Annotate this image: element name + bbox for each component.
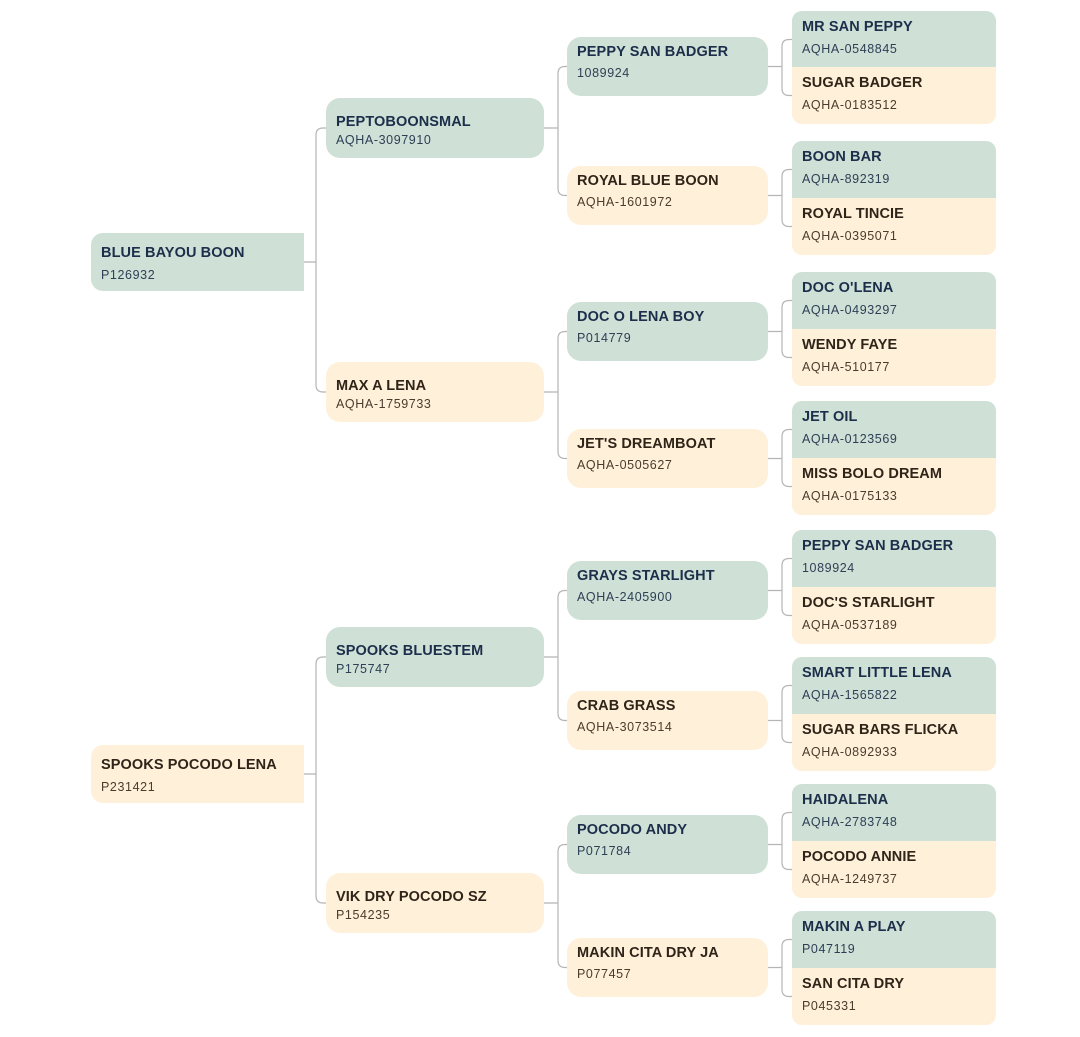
horse-name: JET OIL: [802, 409, 858, 425]
horse-name: SMART LITTLE LENA: [802, 665, 952, 681]
horse-registration: 1089924: [802, 561, 855, 575]
horse-registration: P126932: [101, 268, 156, 282]
horse-registration: AQHA-0123569: [802, 432, 898, 446]
horse-registration: AQHA-3097910: [336, 133, 432, 147]
horse-registration: AQHA-3073514: [577, 720, 673, 734]
horse-name: BOON BAR: [802, 149, 882, 165]
horse-name: SAN CITA DRY: [802, 976, 905, 992]
horse-name: DOC O'LENA: [802, 280, 894, 296]
horse-name: GRAYS STARLIGHT: [577, 568, 715, 584]
g4-horse-12-dam: [792, 714, 996, 771]
horse-registration: P045331: [802, 999, 857, 1013]
g4-horse-3-sire: [792, 141, 996, 198]
horse-registration: AQHA-0183512: [802, 98, 898, 112]
horse-name: CRAB GRASS: [577, 698, 676, 714]
g3-horse-2-dam: [567, 166, 768, 225]
horse-registration: P047119: [802, 942, 856, 956]
g2-horse-3-sire: [326, 627, 544, 687]
g3-horse-6-dam: [567, 691, 768, 750]
g4-horse-11-sire: [792, 657, 996, 714]
g4-horse-1-sire: [792, 11, 996, 68]
horse-name: POCODO ANDY: [577, 822, 688, 838]
g2-horse-4-dam: [326, 873, 544, 933]
horse-registration: AQHA-1601972: [577, 195, 673, 209]
horse-registration: P231421: [101, 780, 156, 794]
horse-registration: AQHA-0537189: [802, 618, 898, 632]
root-horse-1-sire: [91, 233, 304, 291]
horse-name: PEPPY SAN BADGER: [802, 538, 954, 554]
g4-horse-15-sire: [792, 911, 996, 968]
g2-horse-2-dam: [326, 362, 544, 422]
horse-registration: AQHA-0892933: [802, 745, 898, 759]
horse-registration: AQHA-0505627: [577, 458, 673, 472]
horse-name: SUGAR BADGER: [802, 75, 923, 91]
horse-registration: AQHA-2783748: [802, 815, 898, 829]
g3-horse-7-sire: [567, 815, 768, 874]
horse-registration: AQHA-1249737: [802, 872, 898, 886]
horse-registration: P175747: [336, 662, 391, 676]
horse-name: MAKIN A PLAY: [802, 919, 906, 935]
g4-horse-6-dam: [792, 329, 996, 386]
g4-horse-16-dam: [792, 968, 996, 1025]
horse-registration: 1089924: [577, 66, 630, 80]
g4-horse-4-dam: [792, 198, 996, 255]
horse-name: DOC O LENA BOY: [577, 309, 705, 325]
g4-horse-2-dam: [792, 67, 996, 124]
horse-name: DOC'S STARLIGHT: [802, 595, 935, 611]
horse-name: POCODO ANNIE: [802, 849, 917, 865]
horse-name: MAX A LENA: [336, 378, 427, 394]
horse-registration: AQHA-1759733: [336, 397, 432, 411]
g4-horse-14-dam: [792, 841, 996, 898]
horse-name: VIK DRY POCODO SZ: [336, 889, 487, 905]
horse-name: PEPTOBOONSMAL: [336, 114, 471, 130]
g4-horse-13-sire: [792, 784, 996, 841]
horse-name: SPOOKS POCODO LENA: [101, 757, 277, 773]
horse-registration: P077457: [577, 967, 632, 981]
horse-registration: AQHA-2405900: [577, 590, 673, 604]
horse-name: SPOOKS BLUESTEM: [336, 643, 484, 659]
g4-horse-8-dam: [792, 458, 996, 515]
horse-name: BLUE BAYOU BOON: [101, 245, 245, 261]
horse-registration: AQHA-510177: [802, 360, 890, 374]
horse-name: MAKIN CITA DRY JA: [577, 945, 719, 961]
g4-horse-5-sire: [792, 272, 996, 329]
horse-registration: AQHA-0395071: [802, 229, 898, 243]
horse-registration: AQHA-1565822: [802, 688, 898, 702]
g3-horse-8-dam: [567, 938, 768, 997]
g4-horse-10-dam: [792, 587, 996, 644]
horse-name: PEPPY SAN BADGER: [577, 44, 729, 60]
g4-horse-7-sire: [792, 401, 996, 458]
horse-name: HAIDALENA: [802, 792, 889, 808]
horse-name: ROYAL TINCIE: [802, 206, 904, 222]
horse-name: MISS BOLO DREAM: [802, 466, 943, 482]
horse-registration: AQHA-0175133: [802, 489, 898, 503]
g2-horse-1-sire: [326, 98, 544, 158]
horse-registration: AQHA-0493297: [802, 303, 898, 317]
horse-name: MR SAN PEPPY: [802, 19, 913, 35]
g3-horse-3-sire: [567, 302, 768, 361]
horse-registration: P071784: [577, 844, 632, 858]
horse-registration: AQHA-892319: [802, 172, 890, 186]
horse-registration: P014779: [577, 331, 632, 345]
g3-horse-1-sire: [567, 37, 768, 96]
root-horse-2-dam: [91, 745, 304, 803]
g3-horse-4-dam: [567, 429, 768, 488]
horse-name: WENDY FAYE: [802, 337, 898, 353]
horse-name: ROYAL BLUE BOON: [577, 173, 719, 189]
horse-registration: AQHA-0548845: [802, 42, 898, 56]
horse-registration: P154235: [336, 908, 391, 922]
horse-name: SUGAR BARS FLICKA: [802, 722, 959, 738]
g4-horse-9-sire: [792, 530, 996, 587]
horse-name: JET'S DREAMBOAT: [577, 436, 716, 452]
g3-horse-5-sire: [567, 561, 768, 620]
